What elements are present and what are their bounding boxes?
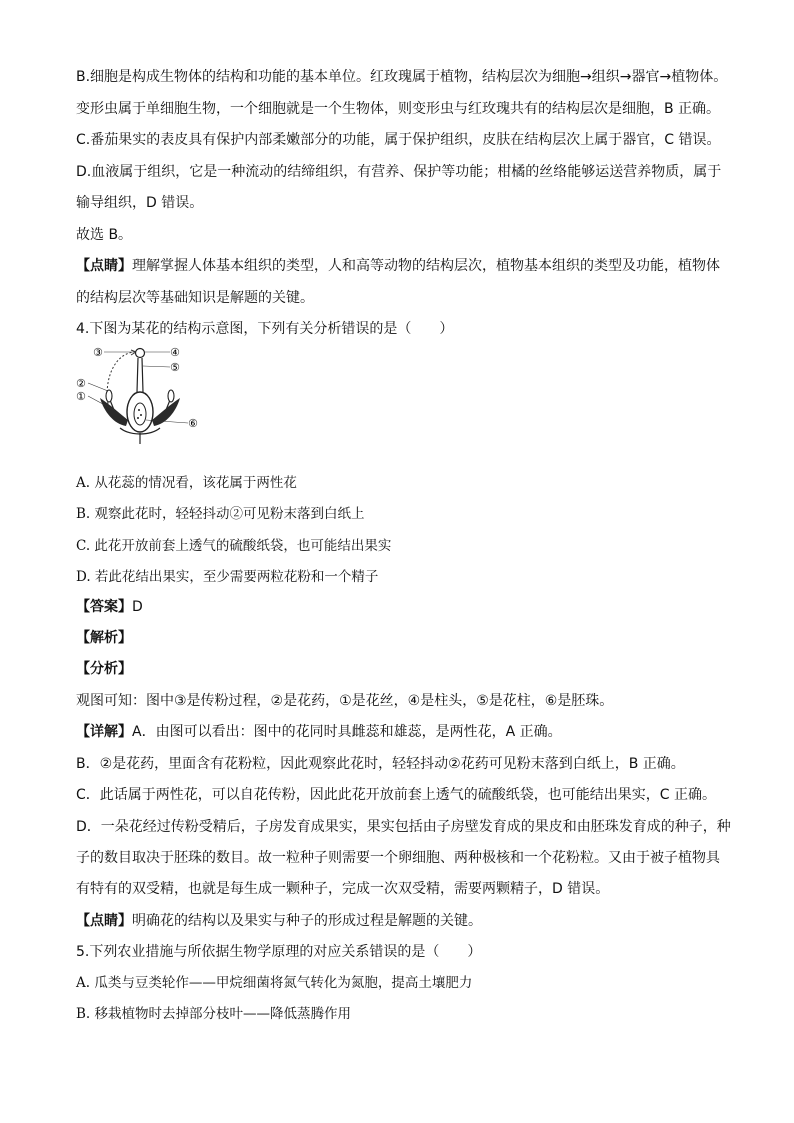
- answer-tag: 【答案】: [76, 599, 132, 615]
- text-line: 变形虫属于单细胞生物，一个细胞就是一个生物体，则变形虫与红玫瑰共有的结构层次是细胞，B 正确。: [76, 101, 721, 117]
- label-6: ⑥: [188, 417, 198, 430]
- question-4-title: 4.下图为某花的结构示意图，下列有关分析错误的是（ ）: [76, 321, 454, 337]
- dianjing-text: 理解掌握人体基本组织的类型，人和高等动物的结构层次，植物基本组织的类型及功能，植物体: [132, 258, 720, 274]
- jiexi-tag: 【解析】: [76, 630, 132, 646]
- text-line: 有特有的双受精，也就是每生成一颗种子，完成一次双受精，需要两颗精子，D 错误。: [76, 881, 610, 897]
- label-3: ③: [93, 346, 103, 359]
- option-a: A. 从花蕊的情况看，该花属于两性花: [76, 475, 297, 491]
- stigma-shape: [136, 349, 145, 358]
- text-line: C.番茄果实的表皮具有保护内部柔嫩部分的功能，属于保护组织，皮肤在结构层次上属于器官，C 错误。: [76, 132, 721, 148]
- text-line: 观图可知：图中③是传粉过程，②是花药，①是花丝，④是柱头，⑤是花柱，⑥是胚珠。: [76, 693, 614, 709]
- dianjing-paragraph: [76, 257, 720, 275]
- petal-right: [152, 398, 180, 426]
- text-line: 故选 B。: [76, 227, 133, 243]
- petal-left: [100, 398, 128, 426]
- question-5-title: 5.下列农业措施与所依据生物学原理的对应关系错误的是（ ）: [76, 944, 482, 960]
- option-d: D. 若此花结出果实，至少需要两粒花粉和一个精子: [76, 569, 379, 585]
- q5-option-a: A. 瓜类与豆类轮作——甲烷细菌将氮气转化为氮胞，提高土壤肥力: [76, 975, 473, 991]
- dianjing-text-2: 明确花的结构以及果实与种子的形成过程是解题的关键。: [132, 913, 482, 929]
- dianjing-paragraph-2: [76, 912, 482, 930]
- q5-option-b: B. 移栽植物时去掉部分枝叶——降低蒸腾作用: [76, 1006, 352, 1022]
- option-c: C. 此花开放前套上透气的硫酸纸袋，也可能结出果实: [76, 538, 392, 554]
- xiangjie-text: A．由图可以看出：图中的花同时具雌蕊和雄蕊，是两性花，A 正确。: [132, 724, 562, 740]
- ovule-shape: [134, 403, 146, 425]
- label-4: ④: [170, 346, 180, 359]
- text-line: C．此话属于两性花，可以自花传粉，因此此花开放前套上透气的硫酸纸袋，也可能结出果实，C 正确。: [76, 787, 716, 803]
- anther-right: [168, 390, 174, 402]
- xiangjie-paragraph: [76, 723, 562, 741]
- label-2: ②: [76, 377, 86, 390]
- style-shape: [137, 358, 143, 392]
- dianjing-tag-2: 【点睛】: [76, 913, 132, 929]
- dianjing-tag: 【点睛】: [76, 258, 132, 274]
- xiangjie-tag: 【详解】: [76, 724, 132, 740]
- label-5: ⑤: [170, 361, 180, 374]
- answer-value: D: [132, 599, 143, 615]
- text-line: D.血液属于组织，它是一种流动的结缔组织，有营养、保护等功能；柑橘的丝络能够运送营养物质，属于: [76, 164, 722, 180]
- text-line: 子的数目取决于胚珠的数目。故一粒种子则需要一个卵细胞、两种极核和一个花粉粒。又由于被子植物具: [76, 850, 720, 866]
- text-line: D．一朵花经过传粉受精后，子房发育成果实，果实包括由子房壁发育成的果皮和由胚珠发育成的种子，种: [76, 819, 731, 835]
- text-line: 输导组织，D 错误。: [76, 195, 204, 211]
- flower-structure-figure: [74, 340, 210, 452]
- anther-left: [106, 390, 112, 402]
- text-line: B．②是花药，里面含有花粉粒，因此观察此花时，轻轻抖动②花药可见粉末落到白纸上，B 正确。: [76, 756, 685, 772]
- fenxi-tag: 【分析】: [76, 661, 132, 677]
- answer-line: [76, 598, 143, 616]
- label-1: ①: [76, 390, 86, 403]
- text-line: 的结构层次等基础知识是解题的关键。: [76, 290, 314, 306]
- text-line: B.细胞是构成生物体的结构和功能的基本单位。红玫瑰属于植物，结构层次为细胞→组织→器官→植物体。: [76, 69, 728, 85]
- option-b: B. 观察此花时，轻轻抖动②可见粉末落到白纸上: [76, 506, 365, 522]
